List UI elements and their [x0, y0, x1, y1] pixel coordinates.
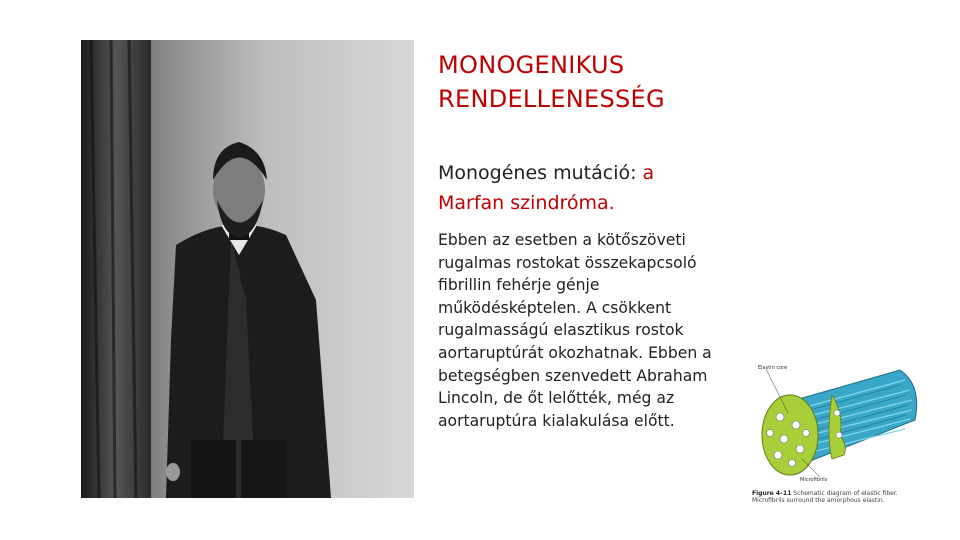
caption-number: Figure 4–11 [752, 490, 792, 497]
diagram-label-bottom: Microfibrils [800, 477, 828, 483]
elastic-fiber-diagram [740, 355, 930, 510]
subtitle-accent-b: Marfan szindróma. [438, 192, 615, 214]
fiber-illustration [740, 355, 930, 485]
slide-body-text: Ebben az esetben a kötőszöveti rugalmas rostokat összekapcsoló fibrillin fehérje génje működésképtelen. A csökkent rugalmasságú elasztikus rostok aortaruptúrát okozhatnak. Ebben a betegségben szenvedett Abraham Lincoln, de őt lelőtték, még az aortaruptúra kialakulása előtt. [438, 231, 712, 430]
diagram-label-top: Elastin core [758, 365, 788, 371]
subtitle-lead: Monogénes mutáció: [438, 162, 643, 184]
caption-text: Schematic diagram of elastic fiber. Microfibrils surround the amorphous elastin. [752, 490, 898, 504]
title-line-2: RENDELLENESSÉG [438, 85, 665, 113]
title-line-1: MONOGENIKUS [438, 51, 625, 79]
slide-subtitle [438, 158, 728, 218]
slide-title [438, 48, 738, 116]
diagram-caption [752, 490, 932, 504]
lincoln-portrait-photo [81, 40, 414, 498]
subtitle-accent-a: a [642, 162, 655, 184]
